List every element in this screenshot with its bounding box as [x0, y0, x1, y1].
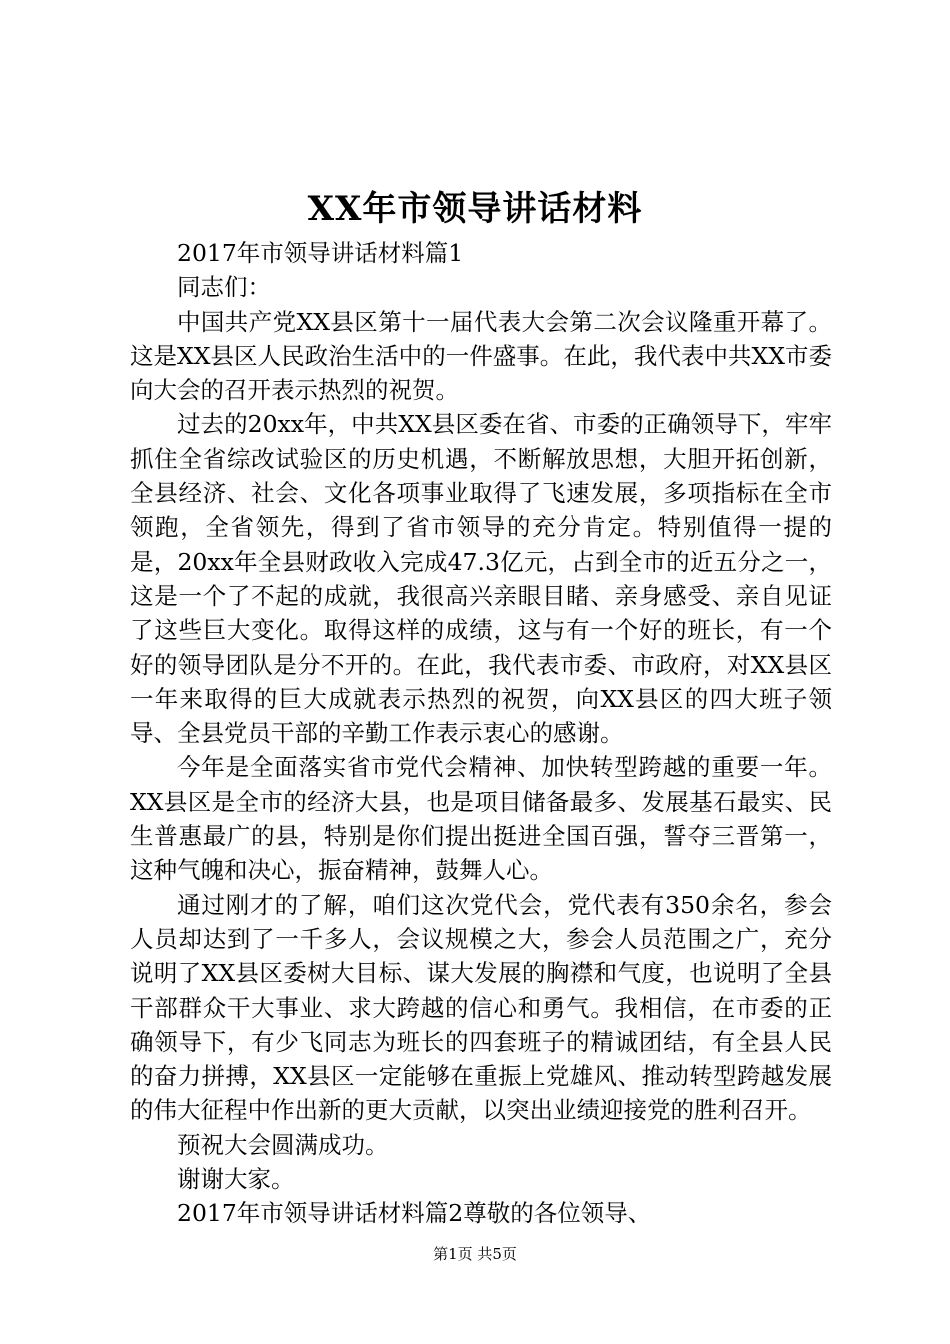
closing-wish: 预祝大会圆满成功。	[177, 1130, 389, 1159]
closing-thanks: 谢谢大家。	[177, 1165, 295, 1194]
paragraph-opening: 中国共产党XX县区第十一届代表大会第二次会议隆重开幕了。这是XX县区人民政治生活中的一件盛事。在此，我代表中共XX市委向大会的召开表示热烈的祝贺。	[130, 307, 832, 405]
paragraph-achievements: 过去的20xx年，中共XX县区委在省、市委的正确领导下，牢牢抓住全省综改试验区的历史机遇，不断解放思想，大胆开拓创新，全县经济、社会、文化各项事业取得了飞速发展，多项指标在全市领跑，全省领先，得到了省市领导的充分肯定。特别值得一提的是，20xx年全县财政收入完成47.3亿元，占到全市的近五分之一，这是一个了不起的成就，我很高兴亲眼目睹、亲身感受、亲自见证了这些巨大变化。取得这样的成绩，这与有一个好的班长，有一个好的领导团队是分不开的。在此，我代表市委、市政府，对XX县区一年来取得的巨大成就表示热烈的祝贺，向XX县区的四大班子领导、全县党员干部的辛勤工作表示衷心的感谢。	[130, 410, 832, 748]
document-body	[130, 236, 832, 1231]
salutation: 同志们：	[177, 273, 271, 302]
paragraph-congress: 通过刚才的了解，咱们这次党代会，党代表有350余名，参会人员却达到了一千多人，会议规模之大，参会人员范围之广，充分说明了XX县区委树大目标、谋大发展的胸襟和气度，也说明了全县干部群众干大事业、求大跨越的信心和勇气。我相信，在市委的正确领导下，有少飞同志为班长的四套班子的精诚团结，有全县人民的奋力拼搏，XX县区一定能够在重振上党雄风、推动转型跨越发展的伟大征程中作出新的更大贡献，以突出业绩迎接党的胜利召开。	[130, 890, 832, 1125]
paragraph-this-year: 今年是全面落实省市党代会精神、加快转型跨越的重要一年。XX县区是全市的经济大县，也是项目储备最多、发展基石最实、民生普惠最广的县，特别是你们提出挺进全国百强，誓夺三晋第一，这种气魄和决心，振奋精神，鼓舞人心。	[130, 753, 832, 885]
section-heading-1: 2017年市领导讲话材料篇1	[177, 239, 464, 267]
section-heading-2: 2017年市领导讲话材料篇2尊敬的各位领导、	[177, 1199, 652, 1228]
document-title: XX年市领导讲话材料	[307, 189, 643, 229]
page-number-footer: 第1页 共5页	[433, 1245, 517, 1263]
